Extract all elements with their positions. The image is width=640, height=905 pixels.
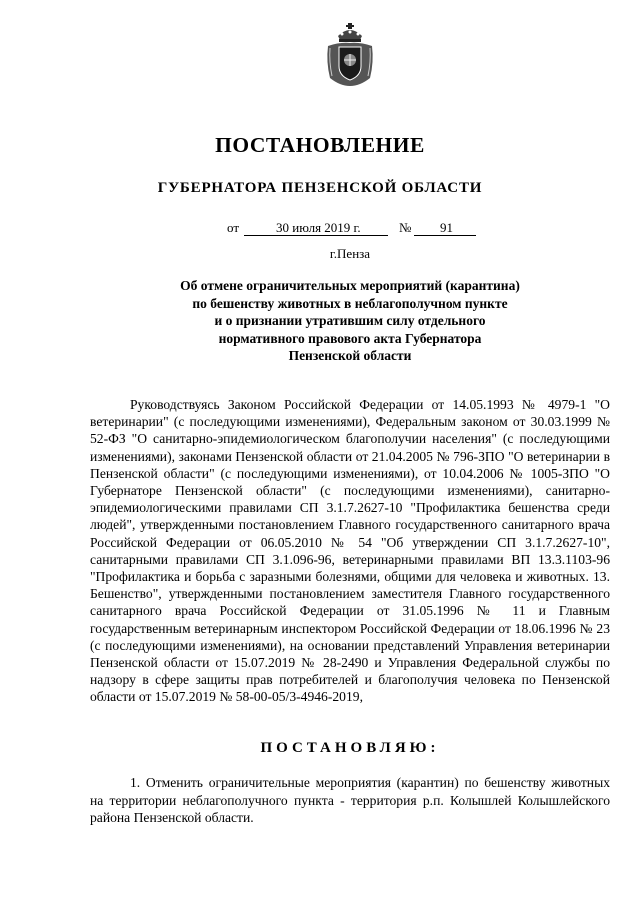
number-prefix: № bbox=[399, 220, 412, 235]
issuer-title: ГУБЕРНАТОРА ПЕНЗЕНСКОЙ ОБЛАСТИ bbox=[157, 180, 483, 196]
document-heading bbox=[120, 277, 580, 365]
decree-item: 1. Отменить ограничительные мероприятия (карантин) по бешенству животных на территории неблагополучного пункта - территория р.п. Колышлей Колышлейского района Пензенской области. bbox=[90, 775, 610, 825]
preamble-section bbox=[90, 396, 610, 706]
heading-line: нормативного правового акта Губернатора bbox=[218, 330, 482, 346]
decree-heading: ПОСТАНОВЛЯЮ: bbox=[260, 740, 440, 756]
preamble-paragraph: Руководствуясь Законом Российской Федерации от 14.05.1993 № 4979-1 "О ветеринарии" (с последующими изменениями), Федеральным законом от 30.03.1999 № 52-ФЗ "О санитарно-эпидемиологическом благополучии населения" (с последующими изменениями), законами Пензенской области от 21.04.2005 № 796-ЗПО "О ветеринарии в Пензенской области" (с последующими изменениями), от 10.04.2006 № 1005-ЗПО "О Губернаторе Пензенской области" (с последующими изменениями), санитарно-эпидемиологическими правилами СП 3.1.7.2627-10 "Профилактика бешенства среди людей", утвержденными постановлением Главного государственного санитарного врача Российской Федерации от 06.05.2010 № 54 "Об утверждении СП 3.1.7.2627-10", санитарными правилами СП 3.1.096-96, ветеринарными правилами ВП 13.3.1103-96 "Профилактика и борьба с заразными болезнями, общими для человека и животных. 13. Бешенство", утвержденными постановлением заместителя Главного государственного санитарного врача Российской Федерации от 31.05.1996 № 11 и Главным государственным ветеринарным инспектором Российской Федерации от 18.06.1996 № 23 (с последующими изменениями), на основании представлений Управления ветеринарии Пензенской области от 15.07.2019 № 28-2490 и Управления Федеральной службы по надзору в сфере защиты прав потребителей и благополучия человека по Пензенской области от 15.07.2019 № 58-00-05/3-4946-2019, bbox=[90, 397, 610, 705]
document-title: ПОСТАНОВЛЕНИЕ bbox=[215, 133, 425, 157]
date-prefix: от bbox=[227, 220, 240, 235]
city: г.Пенза bbox=[329, 246, 371, 261]
heading-line: по бешенству животных в неблагополучном пункте bbox=[192, 295, 508, 311]
heading-line: и о признании утратившим силу отдельного bbox=[214, 313, 486, 328]
document-number: 91 bbox=[440, 220, 453, 235]
coat-of-arms-icon bbox=[324, 22, 376, 88]
heading-line: Об отмене ограничительных мероприятий (карантина) bbox=[180, 278, 520, 293]
document-date: 30 июля 2019 г. bbox=[276, 220, 361, 235]
decree-items bbox=[90, 774, 610, 827]
heading-line: Пензенской области bbox=[288, 348, 412, 363]
